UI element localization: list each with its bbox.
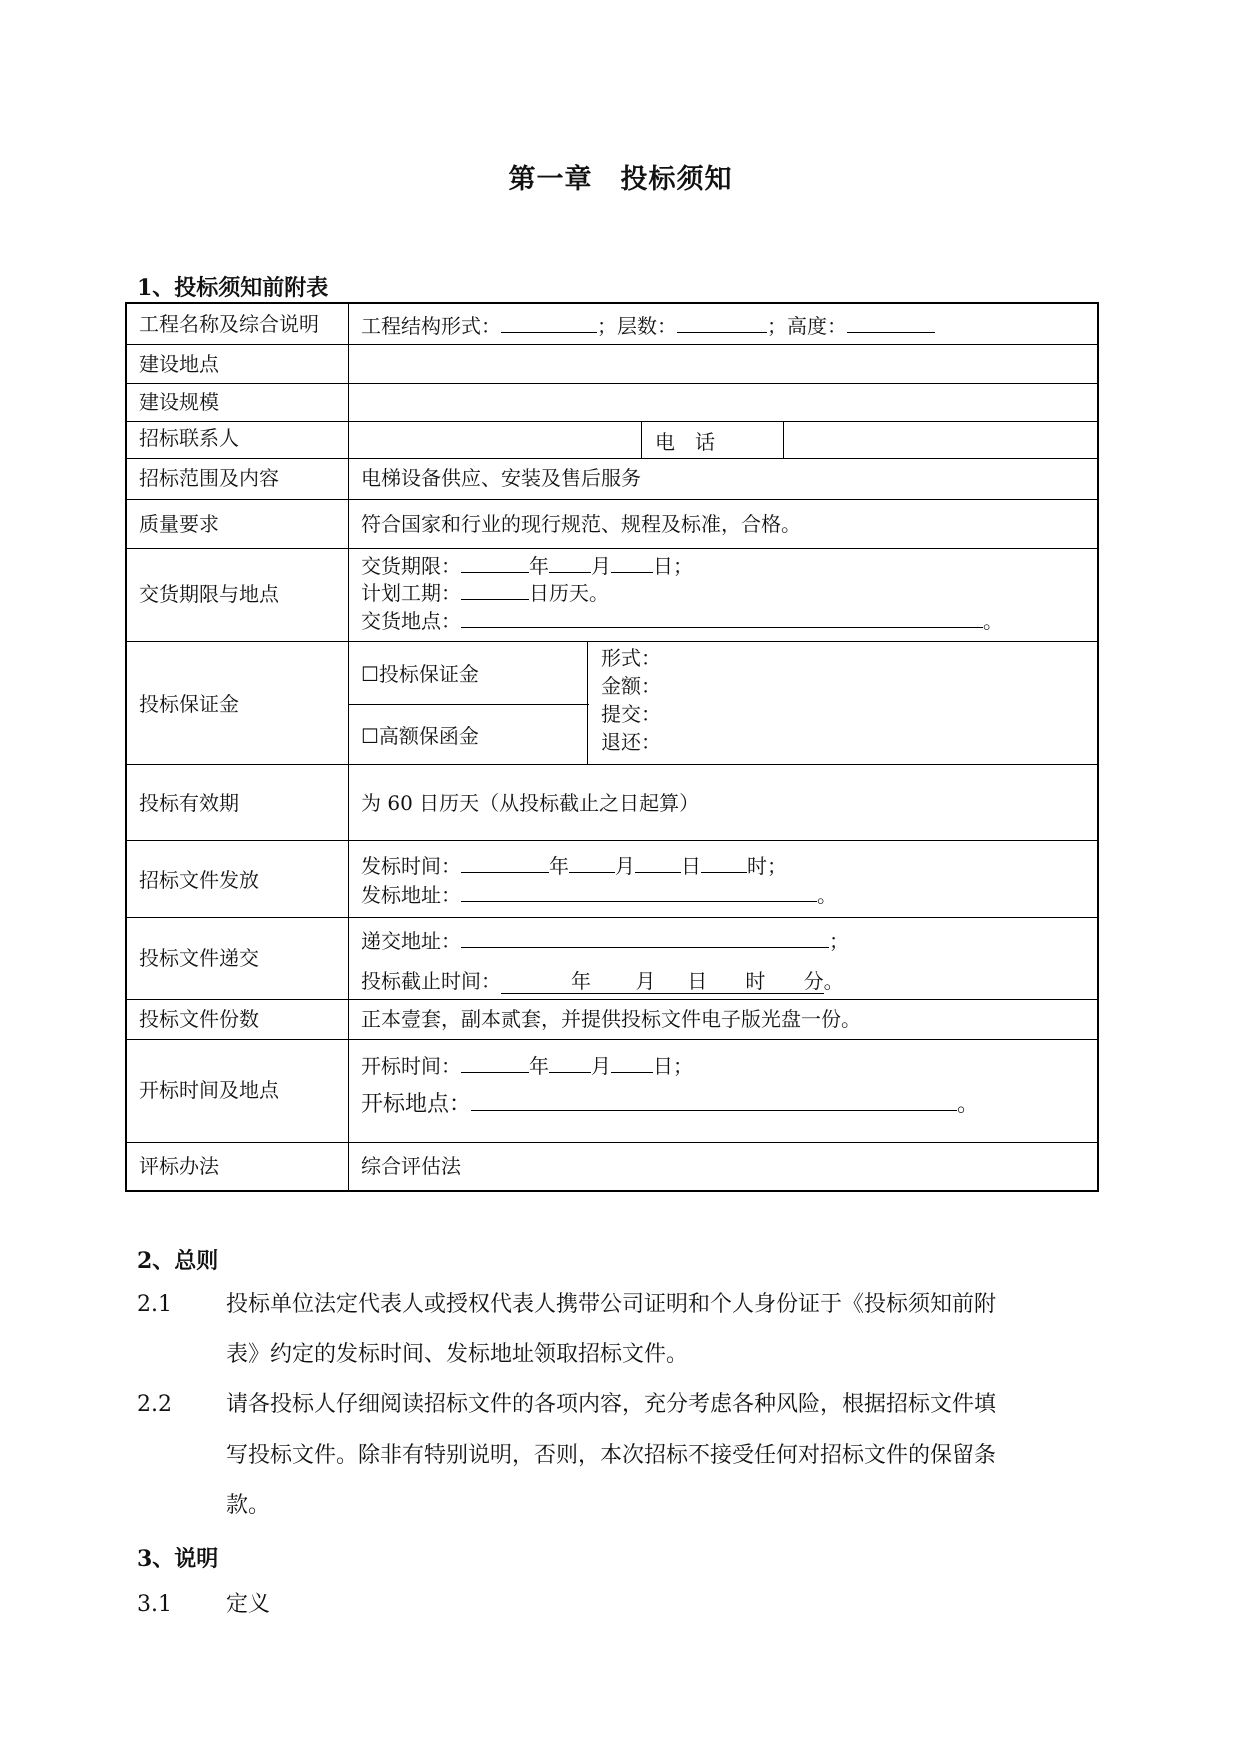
section-3-title: 3、说明 [137,1546,219,1572]
row-contact-label: 招标联系人 [139,426,239,450]
row-scope-value: 电梯设备供应、安装及售后服务 [361,466,641,490]
structure-blank[interactable] [501,312,597,333]
issue-address-line: 发标地址： 。 [361,883,837,907]
row-scale-label: 建设规模 [139,390,219,414]
deadline-line: 投标截止时间： 年 月 日 时 分。 [361,969,844,993]
bond-amount-label: 金额： [601,674,661,698]
clause-2-2-number: 2.2 [137,1392,172,1417]
clause-3-1-text: 定义 [226,1592,271,1617]
row-opening-label: 开标时间及地点 [139,1078,279,1102]
row-validity-label: 投标有效期 [139,791,239,815]
row-delivery-label: 交货期限与地点 [139,582,279,606]
bond-option-checkbox[interactable]: ☐投标保证金 [361,662,479,686]
delivery-period-line: 交货期限： 年 月 日； [361,554,693,578]
row-phone-label: 电 话 [655,430,715,454]
row-issue-label: 招标文件发放 [139,868,259,892]
row-copies-label: 投标文件份数 [139,1007,259,1031]
clause-3-1-number: 3.1 [137,1592,172,1617]
clause-2-1-line-1: 投标单位法定代表人或授权代表人携带公司证明和个人身份证于《投标须知前附 [226,1292,997,1317]
issue-time-line: 发标时间： 年 月 日 时； [361,854,787,878]
height-blank[interactable] [847,312,935,333]
row-quality-label: 质量要求 [139,512,219,536]
plan-duration-line: 计划工期： 日历天。 [361,581,609,605]
clause-2-1-line-2: 表》约定的发标时间、发标地址领取招标文件。 [226,1342,689,1367]
clause-2-2-line-1: 请各投标人仔细阅读招标文件的各项内容，充分考虑各种风险，根据招标文件填 [226,1392,997,1417]
clause-2-1-number: 2.1 [137,1292,172,1317]
floors-blank[interactable] [677,312,767,333]
row-evaluation-label: 评标办法 [139,1154,219,1178]
row-project-name-label: 工程名称及综合说明 [139,312,319,336]
row-copies-value: 正本壹套，副本贰套，并提供投标文件电子版光盘一份。 [361,1007,861,1031]
section-1-title: 1、投标须知前附表 [137,275,329,301]
bond-submit-label: 提交： [601,702,661,726]
guarantee-option-checkbox[interactable]: ☐高额保函金 [361,724,479,748]
row-scope-label: 招标范围及内容 [139,466,279,490]
bond-form-label: 形式： [601,646,661,670]
row-validity-value: 为 60 日历天（从投标截止之日起算） [361,791,700,815]
row-quality-value: 符合国家和行业的现行规范、规程及标准，合格。 [361,512,801,536]
row-bond-label: 投标保证金 [139,692,239,716]
row-project-name-value: 工程结构形式： ；层数： ；高度： [361,312,935,338]
row-evaluation-value: 综合评估法 [361,1154,461,1178]
clause-2-2-line-2: 写投标文件。除非有特别说明，否则，本次招标不接受任何对招标文件的保留条 [226,1443,997,1468]
delivery-place-line: 交货地点： 。 [361,609,1003,633]
clause-2-2-line-3: 款。 [226,1493,271,1518]
row-submission-label: 投标文件递交 [139,946,259,970]
opening-place-line: 开标地点： 。 [361,1092,980,1117]
submit-address-line: 递交地址： ； [361,929,849,953]
bond-return-label: 退还： [601,730,661,754]
opening-time-line: 开标时间： 年 月 日； [361,1054,693,1078]
row-site-label: 建设地点 [139,352,219,376]
tender-notice-table [125,302,1099,1192]
section-2-title: 2、总则 [137,1248,219,1274]
page-title: 第一章 投标须知 [508,164,733,195]
